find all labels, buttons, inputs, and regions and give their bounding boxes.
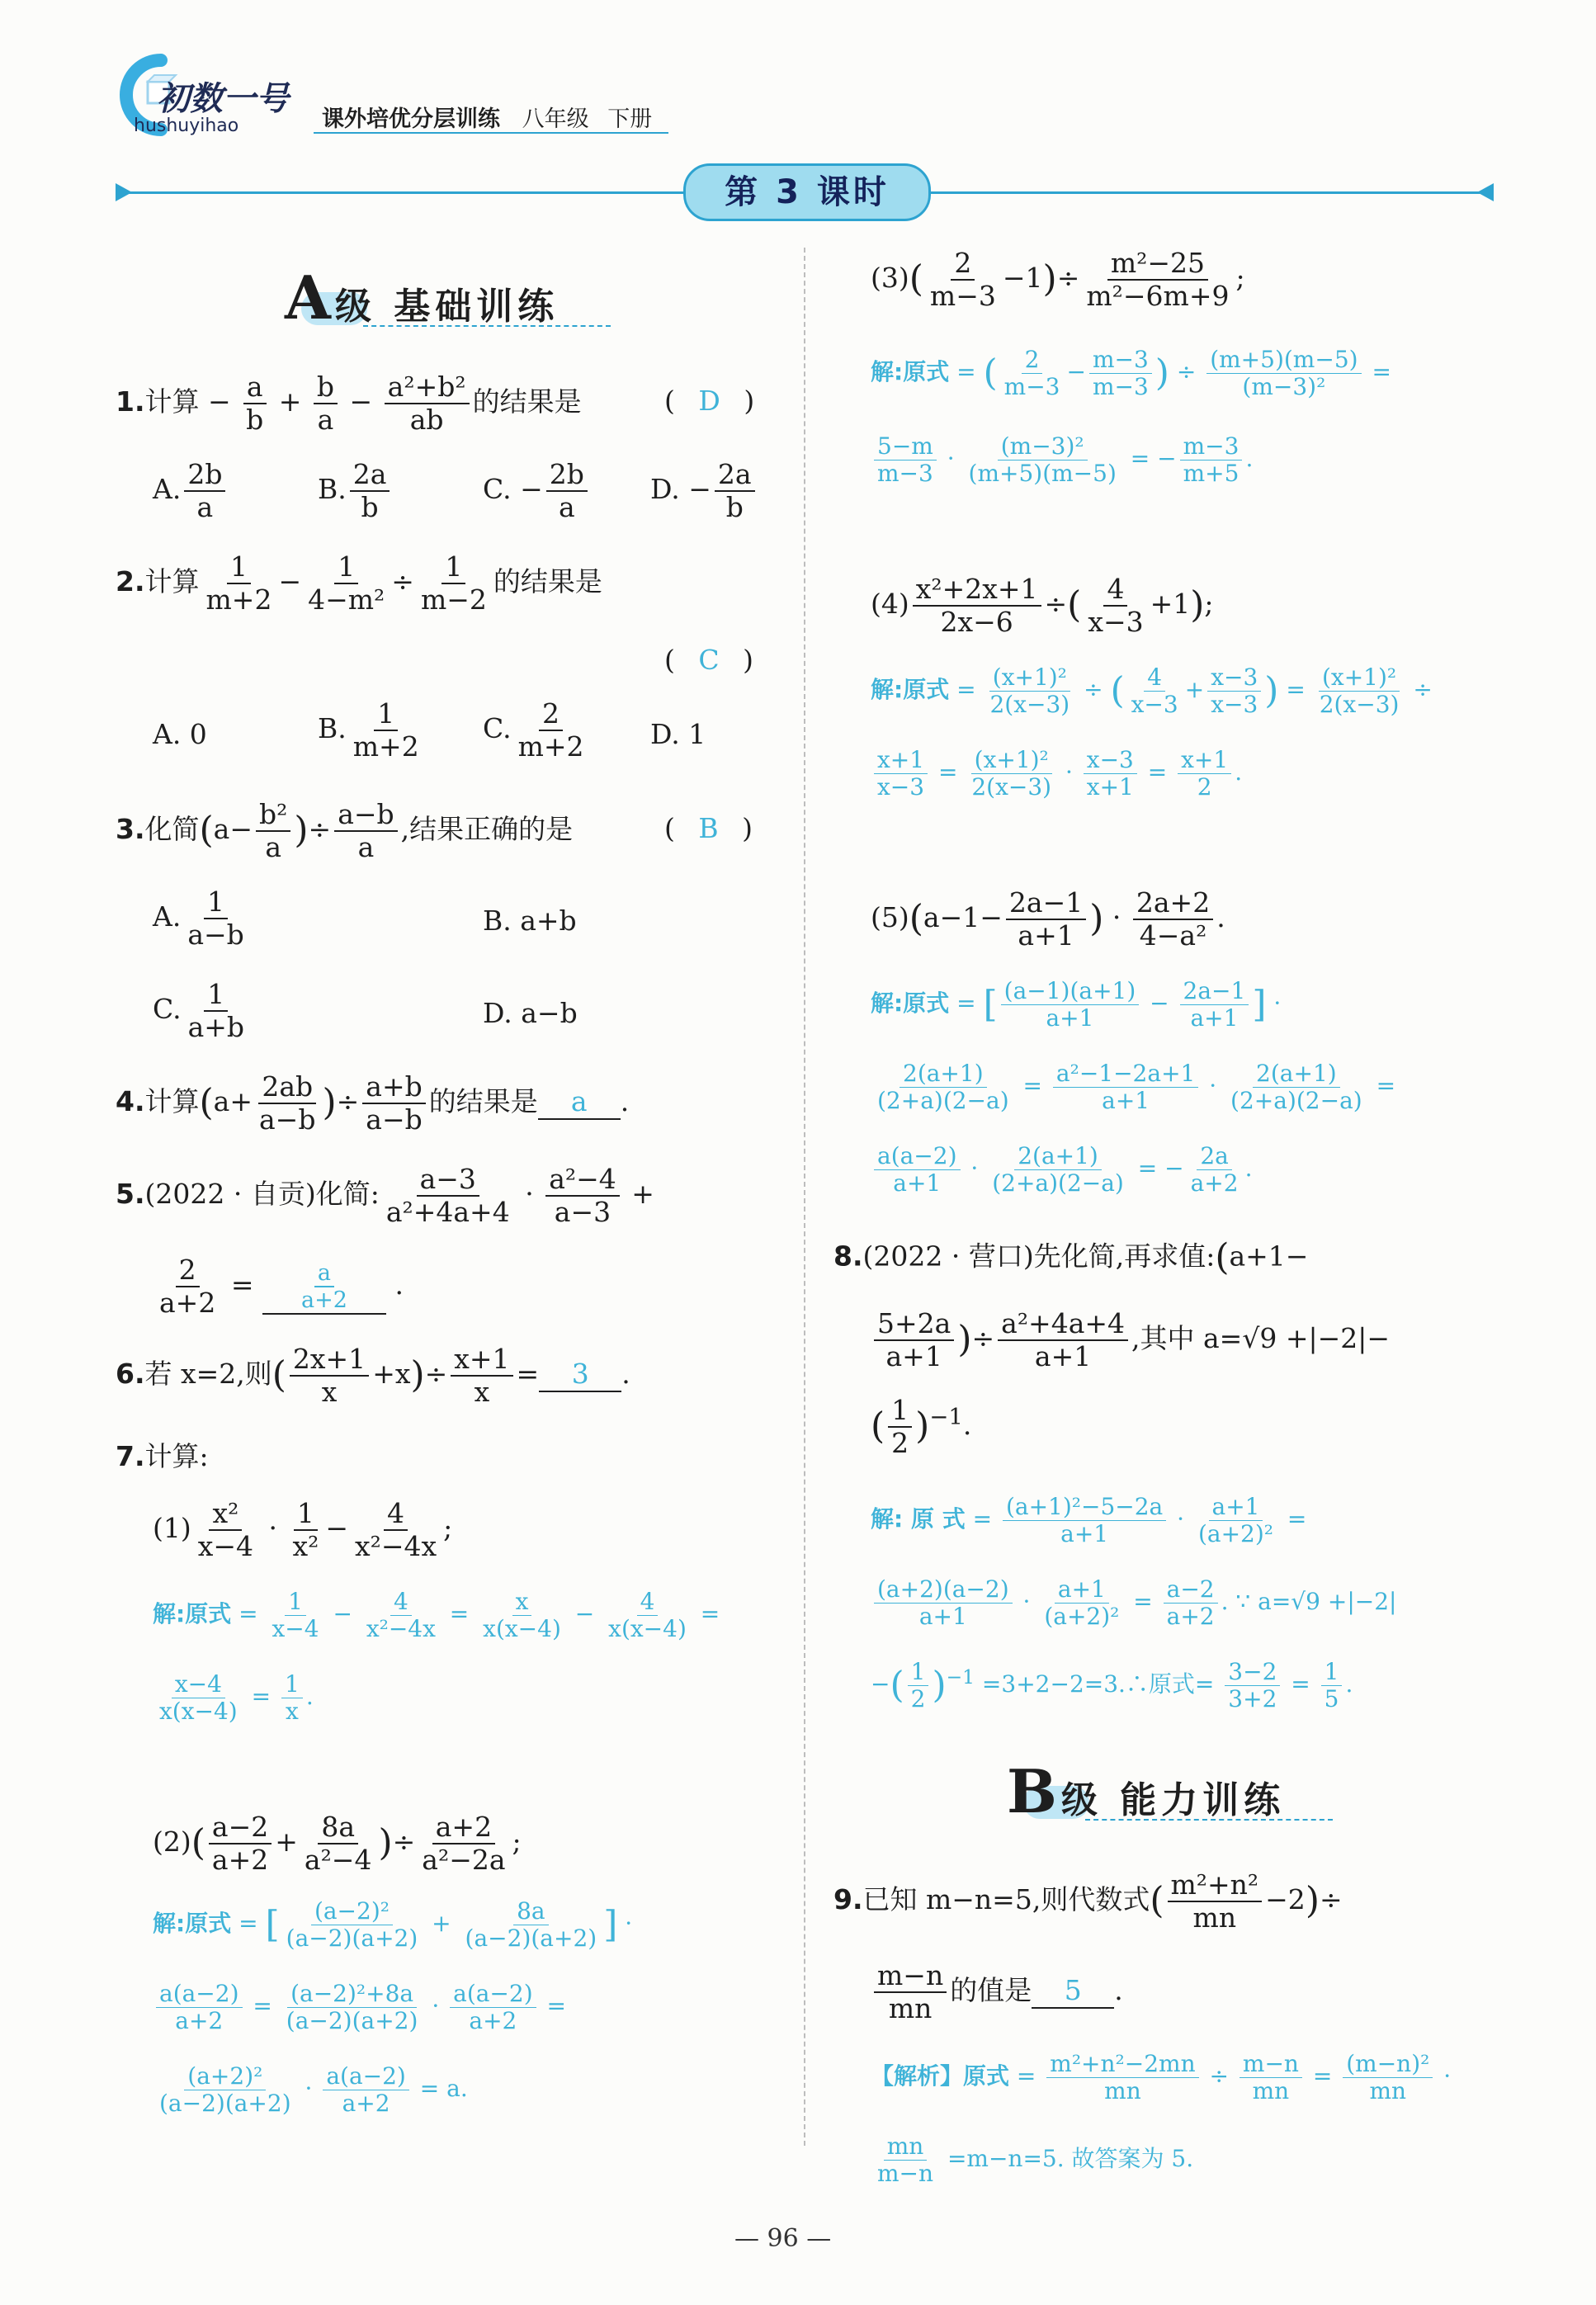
volume-label: 下册 bbox=[607, 106, 653, 132]
question-2-option-c: C. $\frac{2}{m+2}$ bbox=[483, 697, 584, 763]
section-a-letter: A bbox=[285, 262, 331, 333]
lesson-badge: 第 3 课时 bbox=[683, 163, 931, 221]
question-7-part-4-solution-cont: $\frac{x+1}{x-3}$ = $\frac{\text{(x+1)²}}{2(x-3)}$ · $\frac{x-3}{x+1}$ = $\frac{x+1}{2}$ . bbox=[871, 747, 1242, 801]
question-8: 8.(2022 · 营口)先化简,再求值:(a+1− bbox=[833, 1236, 1309, 1278]
question-1: 1.计算 − $\frac{a}{b}$ + $\frac{b}{a}$ − $\frac{\text{a²+b²}}{ab}$ 的结果是 bbox=[116, 371, 582, 436]
question-1-option-c: C. − $\frac{2b}{a}$ bbox=[483, 459, 591, 523]
question-1-option-b: B. $\frac{2a}{b}$ bbox=[318, 459, 393, 523]
question-7-part-1: (1) $\frac{\text{x²}}{x-4}$ · $\frac{1}{\text{x²}}$ − $\frac{4}{\text{x²−4x}}$ ; bbox=[153, 1497, 453, 1562]
question-3-option-b: B. a+b bbox=[483, 905, 577, 937]
question-2-option-b: B. $\frac{1}{m+2}$ bbox=[318, 697, 419, 763]
section-a-underline bbox=[363, 324, 611, 327]
question-7-part-2-solution: 解:原式 = [ $\frac{\text{(a−2)²}}{(a-2)(a+2)}$ + $\frac{8a}{(a-2)(a+2)}$ ] · bbox=[153, 1897, 633, 1953]
logo-pinyin: hushuyihao bbox=[134, 116, 239, 136]
section-a-heading bbox=[285, 262, 559, 333]
question-8-solution: 解: 原 式 = $\frac{\text{(a+1)²−5−2a}}{a+1}$ · $\frac{a+1}{\text{(a+2)²}}$ = bbox=[871, 1493, 1307, 1548]
question-2-option-a: A. 0 bbox=[153, 718, 207, 750]
question-7-part-5-solution-end: $\frac{a(a-2)}{a+1}$ · $\frac{2(a+1)}{(2+a)(2-a)}$ = − $\frac{2a}{a+2}$ . bbox=[871, 1143, 1252, 1197]
logo-title: 初数一号 bbox=[157, 80, 289, 118]
column-divider bbox=[804, 248, 805, 2146]
question-8-cont: $\frac{5+2a}{a+1}$ )÷ $\frac{\text{a²+4a+4}}{a+1}$ ,其中 a=√9 +|−2|− bbox=[871, 1308, 1390, 1372]
question-2-option-d: D. 1 bbox=[650, 718, 706, 750]
question-1-option-d: D. − $\frac{2a}{b}$ bbox=[650, 459, 758, 523]
question-7-part-5: (5)(a−1− $\frac{2a-1}{a+1}$ ) · $\frac{2a+2}{\text{4−a²}}$ . bbox=[871, 886, 1225, 952]
question-8-solution-end: −( $\frac{1}{2}$ )$^{-1}$ =3+2−2=3.∴原式= $\frac{3-2}{3+2}$ = $\frac{1}{5}$ . bbox=[871, 1658, 1353, 1713]
section-b-letter: B bbox=[1007, 1756, 1057, 1826]
question-9: 9.已知 m−n=5,则代数式( $\frac{\text{m²+n²}}{mn}$ −2)÷ bbox=[833, 1868, 1343, 1934]
page-number: — 96 — bbox=[734, 2224, 832, 2253]
question-7-part-5-solution: 解:原式 = [ $\frac{(a-1)(a+1)}{a+1}$ − $\frac{2a-1}{a+1}$ ] · bbox=[871, 977, 1282, 1032]
question-5: 5.(2022 · 自贡)化简: $\frac{a-3}{\text{a²+4a+4}}$ · $\frac{\text{a²−4}}{a-3}$ + bbox=[116, 1163, 654, 1228]
question-8-solution-cont: $\frac{(a+2)(a-2)}{a+1}$ · $\frac{a+1}{\text{(a+2)²}}$ = $\frac{a-2}{a+2}$ . ∵ a=√9 +|−2| bbox=[871, 1576, 1396, 1630]
question-7: 7.计算: bbox=[116, 1440, 209, 1472]
question-7-part-2: (2)( $\frac{a-2}{a+2}$ + $\frac{8a}{\text{a²−4}}$ )÷ $\frac{a+2}{\text{a²−2a}}$ ; bbox=[153, 1811, 522, 1876]
question-7-part-4-solution: 解:原式 = $\frac{\text{(x+1)²}}{2(x-3)}$ ÷ ( $\frac{4}{x-3}$ + $\frac{x-3}{x-3}$ ) = $\frac{\text{(x+1)²}}{2(x-3)}$ ÷ bbox=[871, 664, 1433, 719]
question-3: 3.化简(a− $\frac{\text{b²}}{a}$ )÷ $\frac{a-b}{a}$ ,结果正确的是 bbox=[116, 798, 574, 863]
question-7-part-1-solution: 解:原式 = $\frac{1}{x-4}$ − $\frac{4}{\text{x²−4x}}$ = $\frac{x}{x(x-4)}$ − $\frac{4}{x(x-4)}$ = bbox=[153, 1588, 720, 1643]
question-7-part-2-solution-cont: $\frac{a(a-2)}{a+2}$ = $\frac{\text{(a−2)²+8a}}{(a-2)(a+2)}$ · $\frac{a(a-2)}{a+2}$ = bbox=[153, 1981, 566, 2034]
question-3-option-a: A. $\frac{1}{a-b}$ bbox=[153, 886, 244, 951]
question-9-cont: $\frac{m-n}{mn}$ 的值是 5 . bbox=[871, 1960, 1123, 2024]
question-9-analysis: 【解析】原式 = $\frac{\text{m²+n²−2mn}}{mn}$ ÷ $\frac{m-n}{mn}$ = $\frac{\text{(m−n)²}}{mn}$ · bbox=[871, 2050, 1452, 2105]
question-3-option-c: C. $\frac{1}{a+b}$ bbox=[153, 978, 245, 1043]
question-5-cont: $\frac{2}{a+2}$ = $\frac{a}{a+2}$ . bbox=[159, 1254, 404, 1319]
question-3-option-d: D. a−b bbox=[483, 997, 578, 1029]
section-b-underline bbox=[1085, 1817, 1333, 1821]
question-2: 2.计算 $\frac{1}{m+2}$ − $\frac{1}{\text{4−m²}}$ ÷ $\frac{1}{m-2}$ 的结果是 bbox=[116, 550, 602, 616]
question-7-part-2-solution-end: $\frac{\text{(a+2)²}}{(a-2)(a+2)}$ · $\frac{a(a-2)}{a+2}$ = a. bbox=[159, 2062, 468, 2118]
question-7-part-3-solution: 解:原式 = ( $\frac{2}{m-3}$ − $\frac{m-3}{m-3}$ ) ÷ $\frac{(m+5)(m-5)}{\text{(m−3)²}}$ = bbox=[871, 346, 1391, 401]
series-name: 课外培优分层训练 bbox=[322, 106, 500, 132]
section-a-title: 级 基础训练 bbox=[334, 286, 560, 328]
section-b-title: 级 能力训练 bbox=[1060, 1779, 1286, 1821]
question-4: 4.计算(a+ $\frac{2ab}{a-b}$ )÷ $\frac{a+b}{a-b}$ 的结果是 a . bbox=[116, 1070, 630, 1136]
question-2-answer: ( C ) bbox=[664, 644, 753, 676]
question-7-part-5-solution-cont: $\frac{2(a+1)}{(2+a)(2-a)}$ = $\frac{\text{a²−1−2a+1}}{a+1}$ · $\frac{2(a+1)}{(2+a)(2-a)}$ = bbox=[877, 1060, 1396, 1115]
question-7-part-3-solution-cont: $\frac{5-m}{m-3}$ · $\frac{\text{(m−3)²}}{(m+5)(m-5)}$ = − $\frac{m-3}{m+5}$ . bbox=[871, 433, 1253, 487]
question-3-answer: ( B ) bbox=[664, 812, 753, 844]
series-title bbox=[322, 101, 652, 133]
question-1-answer: ( D ) bbox=[664, 385, 755, 417]
header-underline bbox=[314, 132, 668, 134]
rule-left-arrow-icon bbox=[116, 183, 132, 201]
question-1-options: A. $\frac{2b}{a}$ bbox=[153, 459, 229, 523]
question-7-part-1-solution-cont: $\frac{x-4}{x(x-4)}$ = $\frac{1}{x}$ . bbox=[159, 1670, 314, 1726]
rule-right-arrow-icon bbox=[1477, 183, 1494, 201]
question-7-part-4: (4) $\frac{\text{x²+2x+1}}{2x-6}$ ÷( $\frac{4}{x-3}$ +1); bbox=[871, 573, 1214, 638]
grade-label: 八年级 bbox=[522, 106, 589, 132]
question-8-end: ( $\frac{1}{2}$ )$^{-1}$. bbox=[871, 1394, 972, 1459]
question-9-analysis-cont: $\frac{mn}{m-n}$ =m−n=5. 故答案为 5. bbox=[877, 2133, 1194, 2188]
question-7-part-3: (3)( $\frac{2}{m-3}$ −1)÷ $\frac{\text{m²−25}}{\text{m²−6m+9}}$ ; bbox=[871, 247, 1245, 312]
question-6: 6.若 x=2,则( $\frac{2x+1}{x}$ +x)÷ $\frac{x+1}{x}$ = 3 . bbox=[116, 1343, 630, 1408]
section-b-heading bbox=[1007, 1756, 1285, 1826]
